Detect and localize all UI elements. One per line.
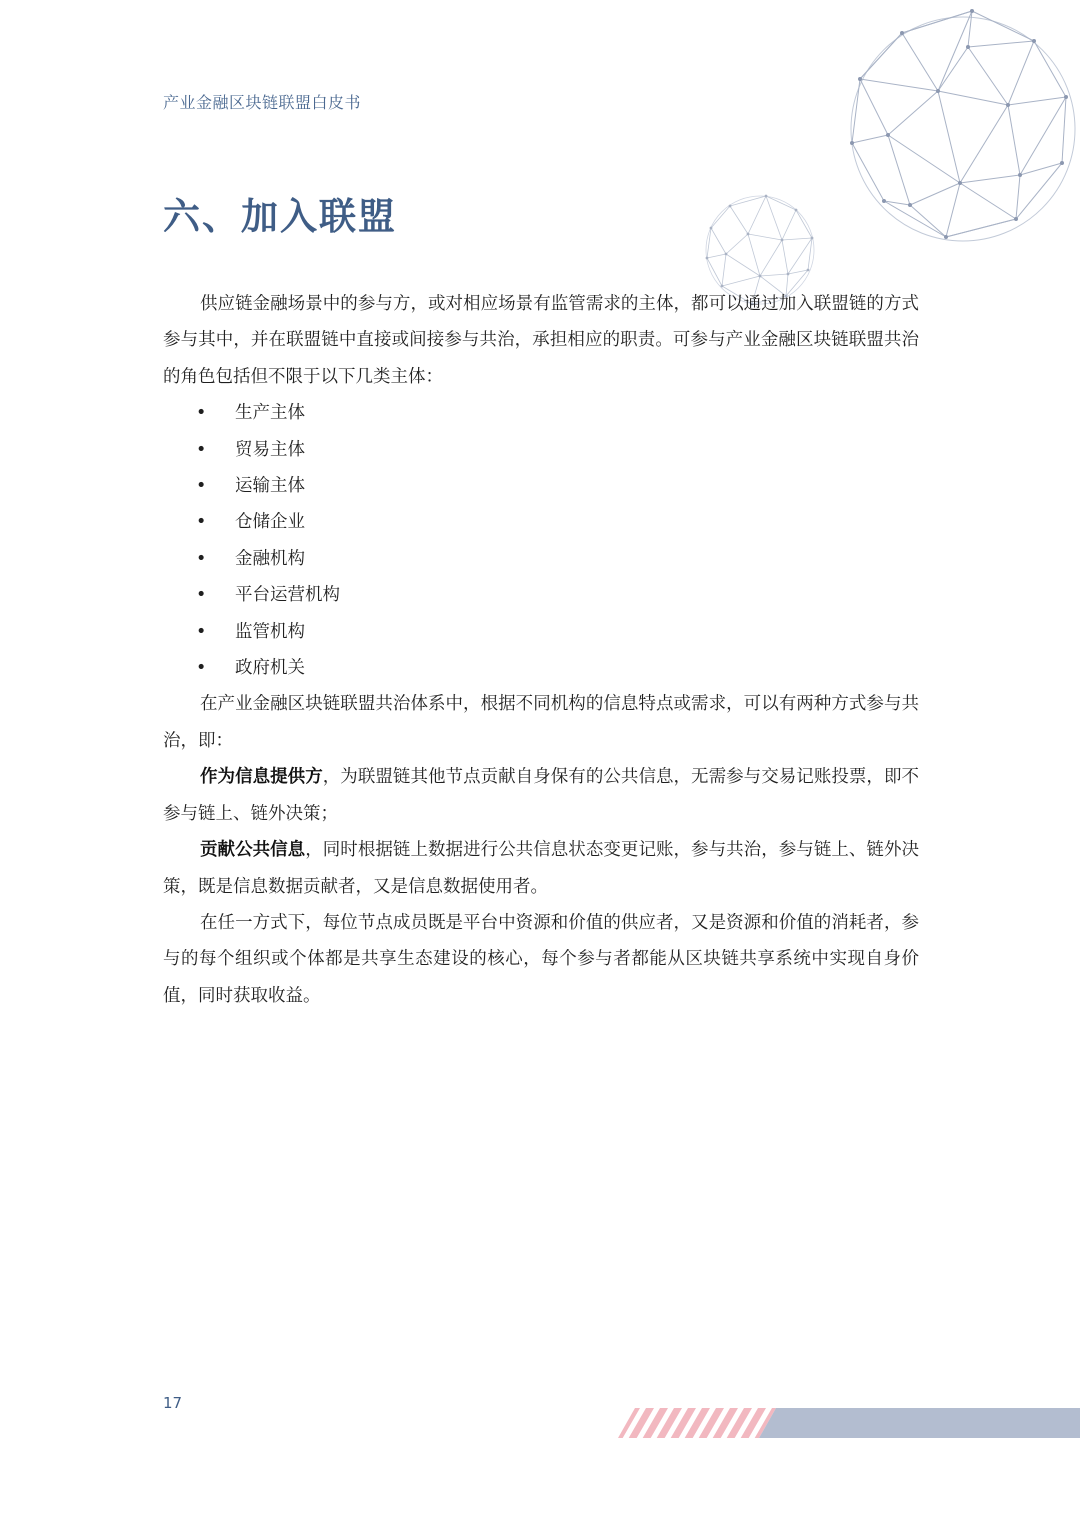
list-item-label: 监管机构 [235, 621, 305, 642]
mode-1-paragraph [163, 759, 919, 832]
list-item [163, 504, 919, 540]
list-item [163, 432, 919, 468]
mode-1-text: ，为联盟链其他节点贡献自身保有的公共信息，无需参与交易记账投票，即不参与链上、链外决策； [163, 767, 920, 824]
list-item-label: 运输主体 [235, 476, 305, 497]
mode-2-heading: 贡献公共信息 [200, 840, 306, 861]
bullet-icon: • [196, 621, 207, 642]
bullet-icon: • [196, 585, 207, 606]
bullet-icon: • [196, 512, 207, 533]
list-item-label: 平台运营机构 [235, 585, 340, 606]
body-text [163, 286, 919, 1014]
list-item-label: 贸易主体 [235, 439, 305, 460]
list-item [163, 541, 919, 577]
bullet-icon: • [196, 439, 207, 460]
geodesic-sphere-large [840, 5, 1080, 245]
list-item-label: 金融机构 [235, 548, 305, 569]
list-item [163, 577, 919, 613]
page-number: 17 [163, 1394, 183, 1412]
bullet-icon: • [196, 658, 207, 679]
modes-intro-paragraph: 在产业金融区块链联盟共治体系中，根据不同机构的信息特点或需求，可以有两种方式参与共治，即： [163, 694, 919, 751]
footer-stripe-band [618, 1408, 1080, 1438]
bullet-icon: • [196, 548, 207, 569]
list-item-label: 仓储企业 [235, 512, 305, 533]
participant-list [163, 395, 919, 686]
list-item [163, 650, 919, 686]
list-item [163, 614, 919, 650]
list-item-label: 政府机关 [235, 658, 305, 679]
mode-1-heading: 作为信息提供方 [200, 767, 323, 788]
list-item [163, 395, 919, 431]
bullet-icon: • [196, 476, 207, 497]
mode-2-paragraph [163, 832, 919, 905]
running-header: 产业金融区块链联盟白皮书 [163, 93, 362, 112]
list-item-label: 生产主体 [235, 403, 305, 424]
section-title: 六、加入联盟 [163, 195, 397, 238]
mode-2-text: ，同时根据链上数据进行公共信息状态变更记账，参与共治，参与链上、链外决策，既是信息数据贡献者，又是信息数据使用者。 [163, 840, 920, 897]
bullet-icon: • [196, 403, 207, 424]
closing-paragraph: 在任一方式下，每位节点成员既是平台中资源和价值的供应者，又是资源和价值的消耗者，参与的每个组织或个体都是共享生态建设的核心，每个参与者都能从区块链共享系统中实现自身价值，同时获取收益。 [163, 912, 919, 1006]
intro-paragraph: 供应链金融场景中的参与方，或对相应场景有监管需求的主体，都可以通过加入联盟链的方式参与其中，并在联盟链中直接或间接参与共治，承担相应的职责。可参与产业金融区块链联盟共治的角色包括但不限于以下几类主体： [163, 294, 919, 387]
list-item [163, 468, 919, 504]
